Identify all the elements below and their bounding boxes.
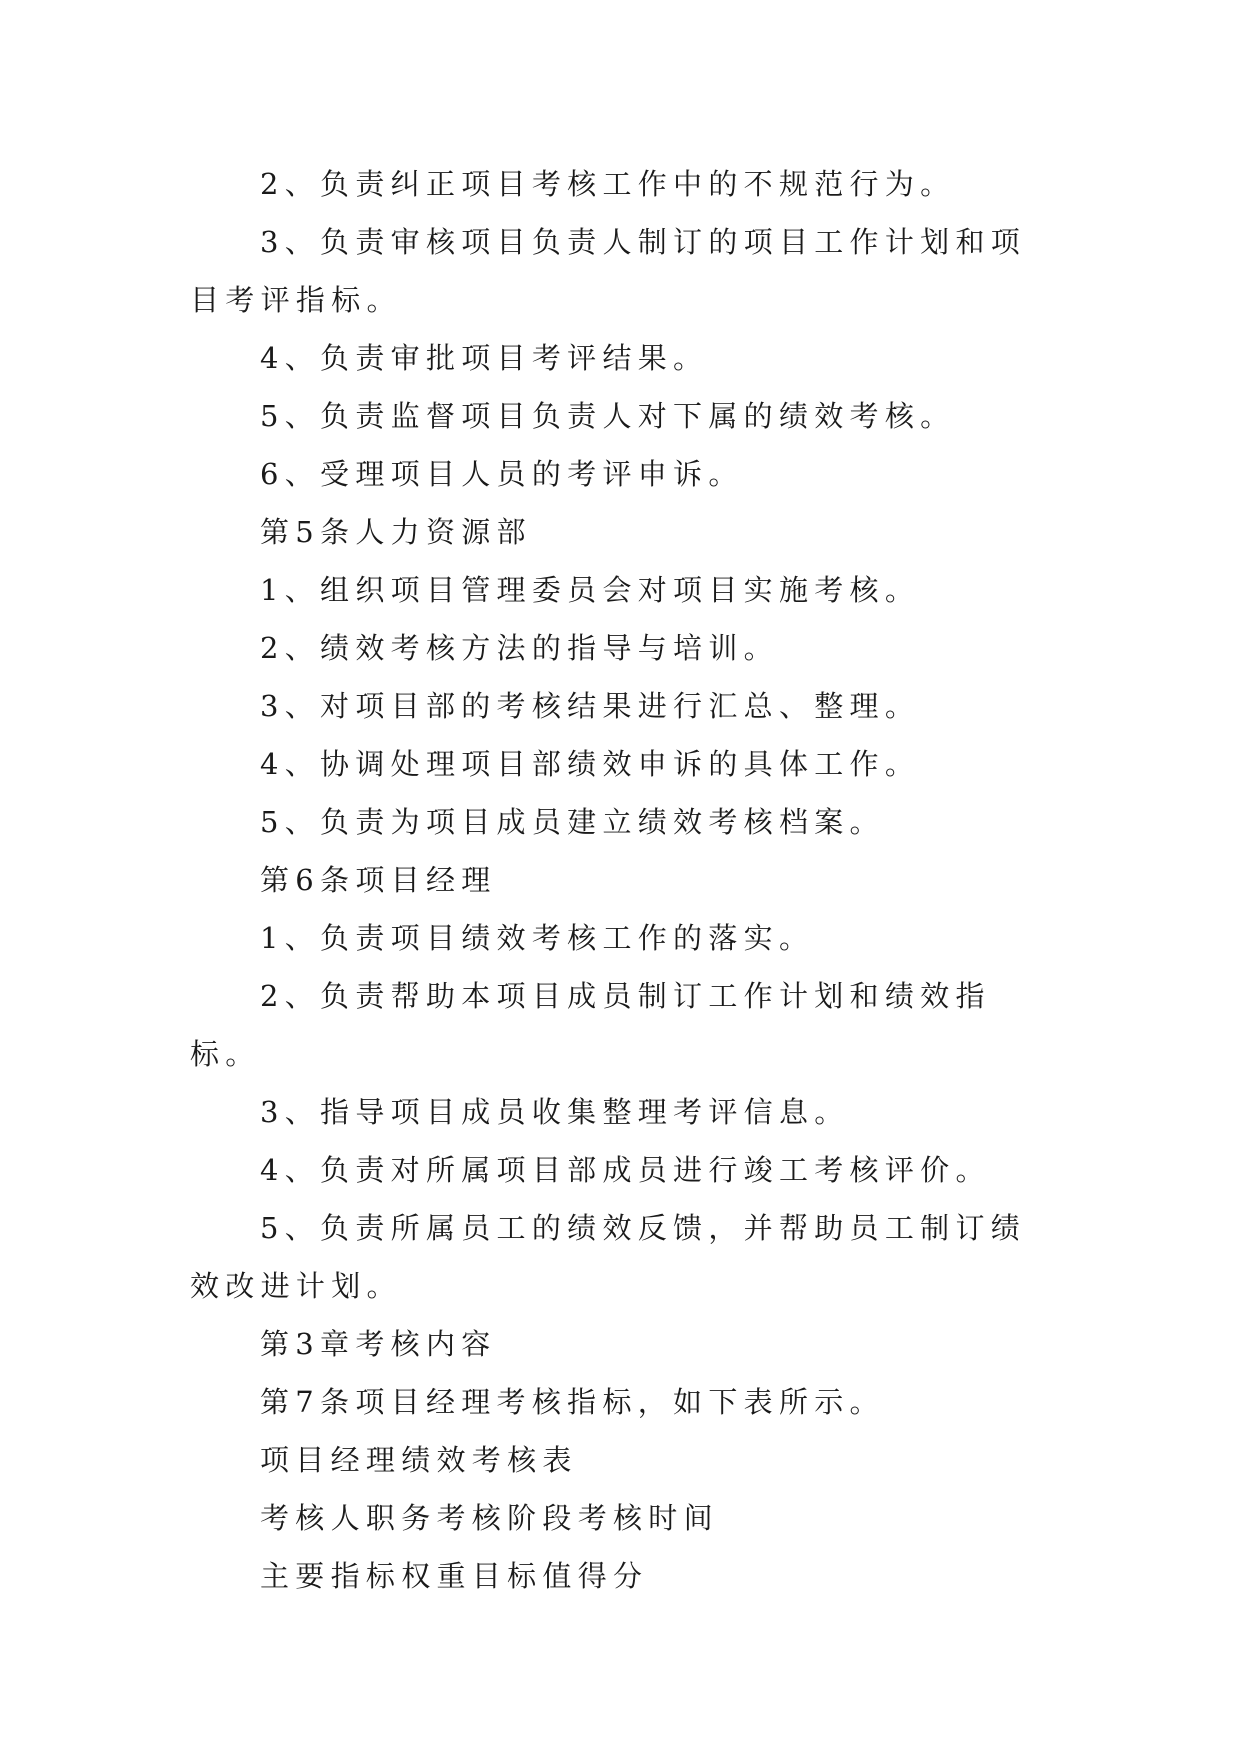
paragraph: 5、负责所属员工的绩效反馈，并帮助员工制订绩效改进计划。: [190, 1211, 1027, 1303]
paragraph: 2、绩效考核方法的指导与培训。: [260, 631, 779, 665]
table-header-row: 主要指标权重目标值得分: [260, 1559, 649, 1593]
paragraph: 2、负责帮助本项目成员制订工作计划和绩效指标。: [190, 979, 991, 1071]
paragraph: 4、协调处理项目部绩效申诉的具体工作。: [260, 747, 921, 781]
paragraph: 1、负责项目绩效考核工作的落实。: [260, 921, 815, 955]
paragraph: 3、指导项目成员收集整理考评信息。: [260, 1095, 850, 1129]
table-header-row: 考核人职务考核阶段考核时间: [260, 1501, 719, 1535]
document-body: [190, 155, 1055, 1605]
paragraph: 5、负责为项目成员建立绩效考核档案。: [260, 805, 885, 839]
paragraph: 4、负责审批项目考评结果。: [260, 341, 709, 375]
paragraph: 6、受理项目人员的考评申诉。: [260, 457, 744, 491]
section-heading: 第5条人力资源部: [260, 515, 532, 549]
chapter-heading: 第3章考核内容: [260, 1327, 497, 1361]
paragraph: 3、对项目部的考核结果进行汇总、整理。: [260, 689, 921, 723]
paragraph: 3、负责审核项目负责人制订的项目工作计划和项目考评指标。: [190, 225, 1027, 317]
table-title: 项目经理绩效考核表: [260, 1443, 578, 1477]
paragraph: 2、负责纠正项目考核工作中的不规范行为。: [260, 167, 956, 201]
paragraph: 4、负责对所属项目部成员进行竣工考核评价。: [260, 1153, 991, 1187]
paragraph: 5、负责监督项目负责人对下属的绩效考核。: [260, 399, 956, 433]
section-heading: 第7条项目经理考核指标，如下表所示。: [260, 1385, 885, 1419]
section-heading: 第6条项目经理: [260, 863, 497, 897]
paragraph: 1、组织项目管理委员会对项目实施考核。: [260, 573, 921, 607]
